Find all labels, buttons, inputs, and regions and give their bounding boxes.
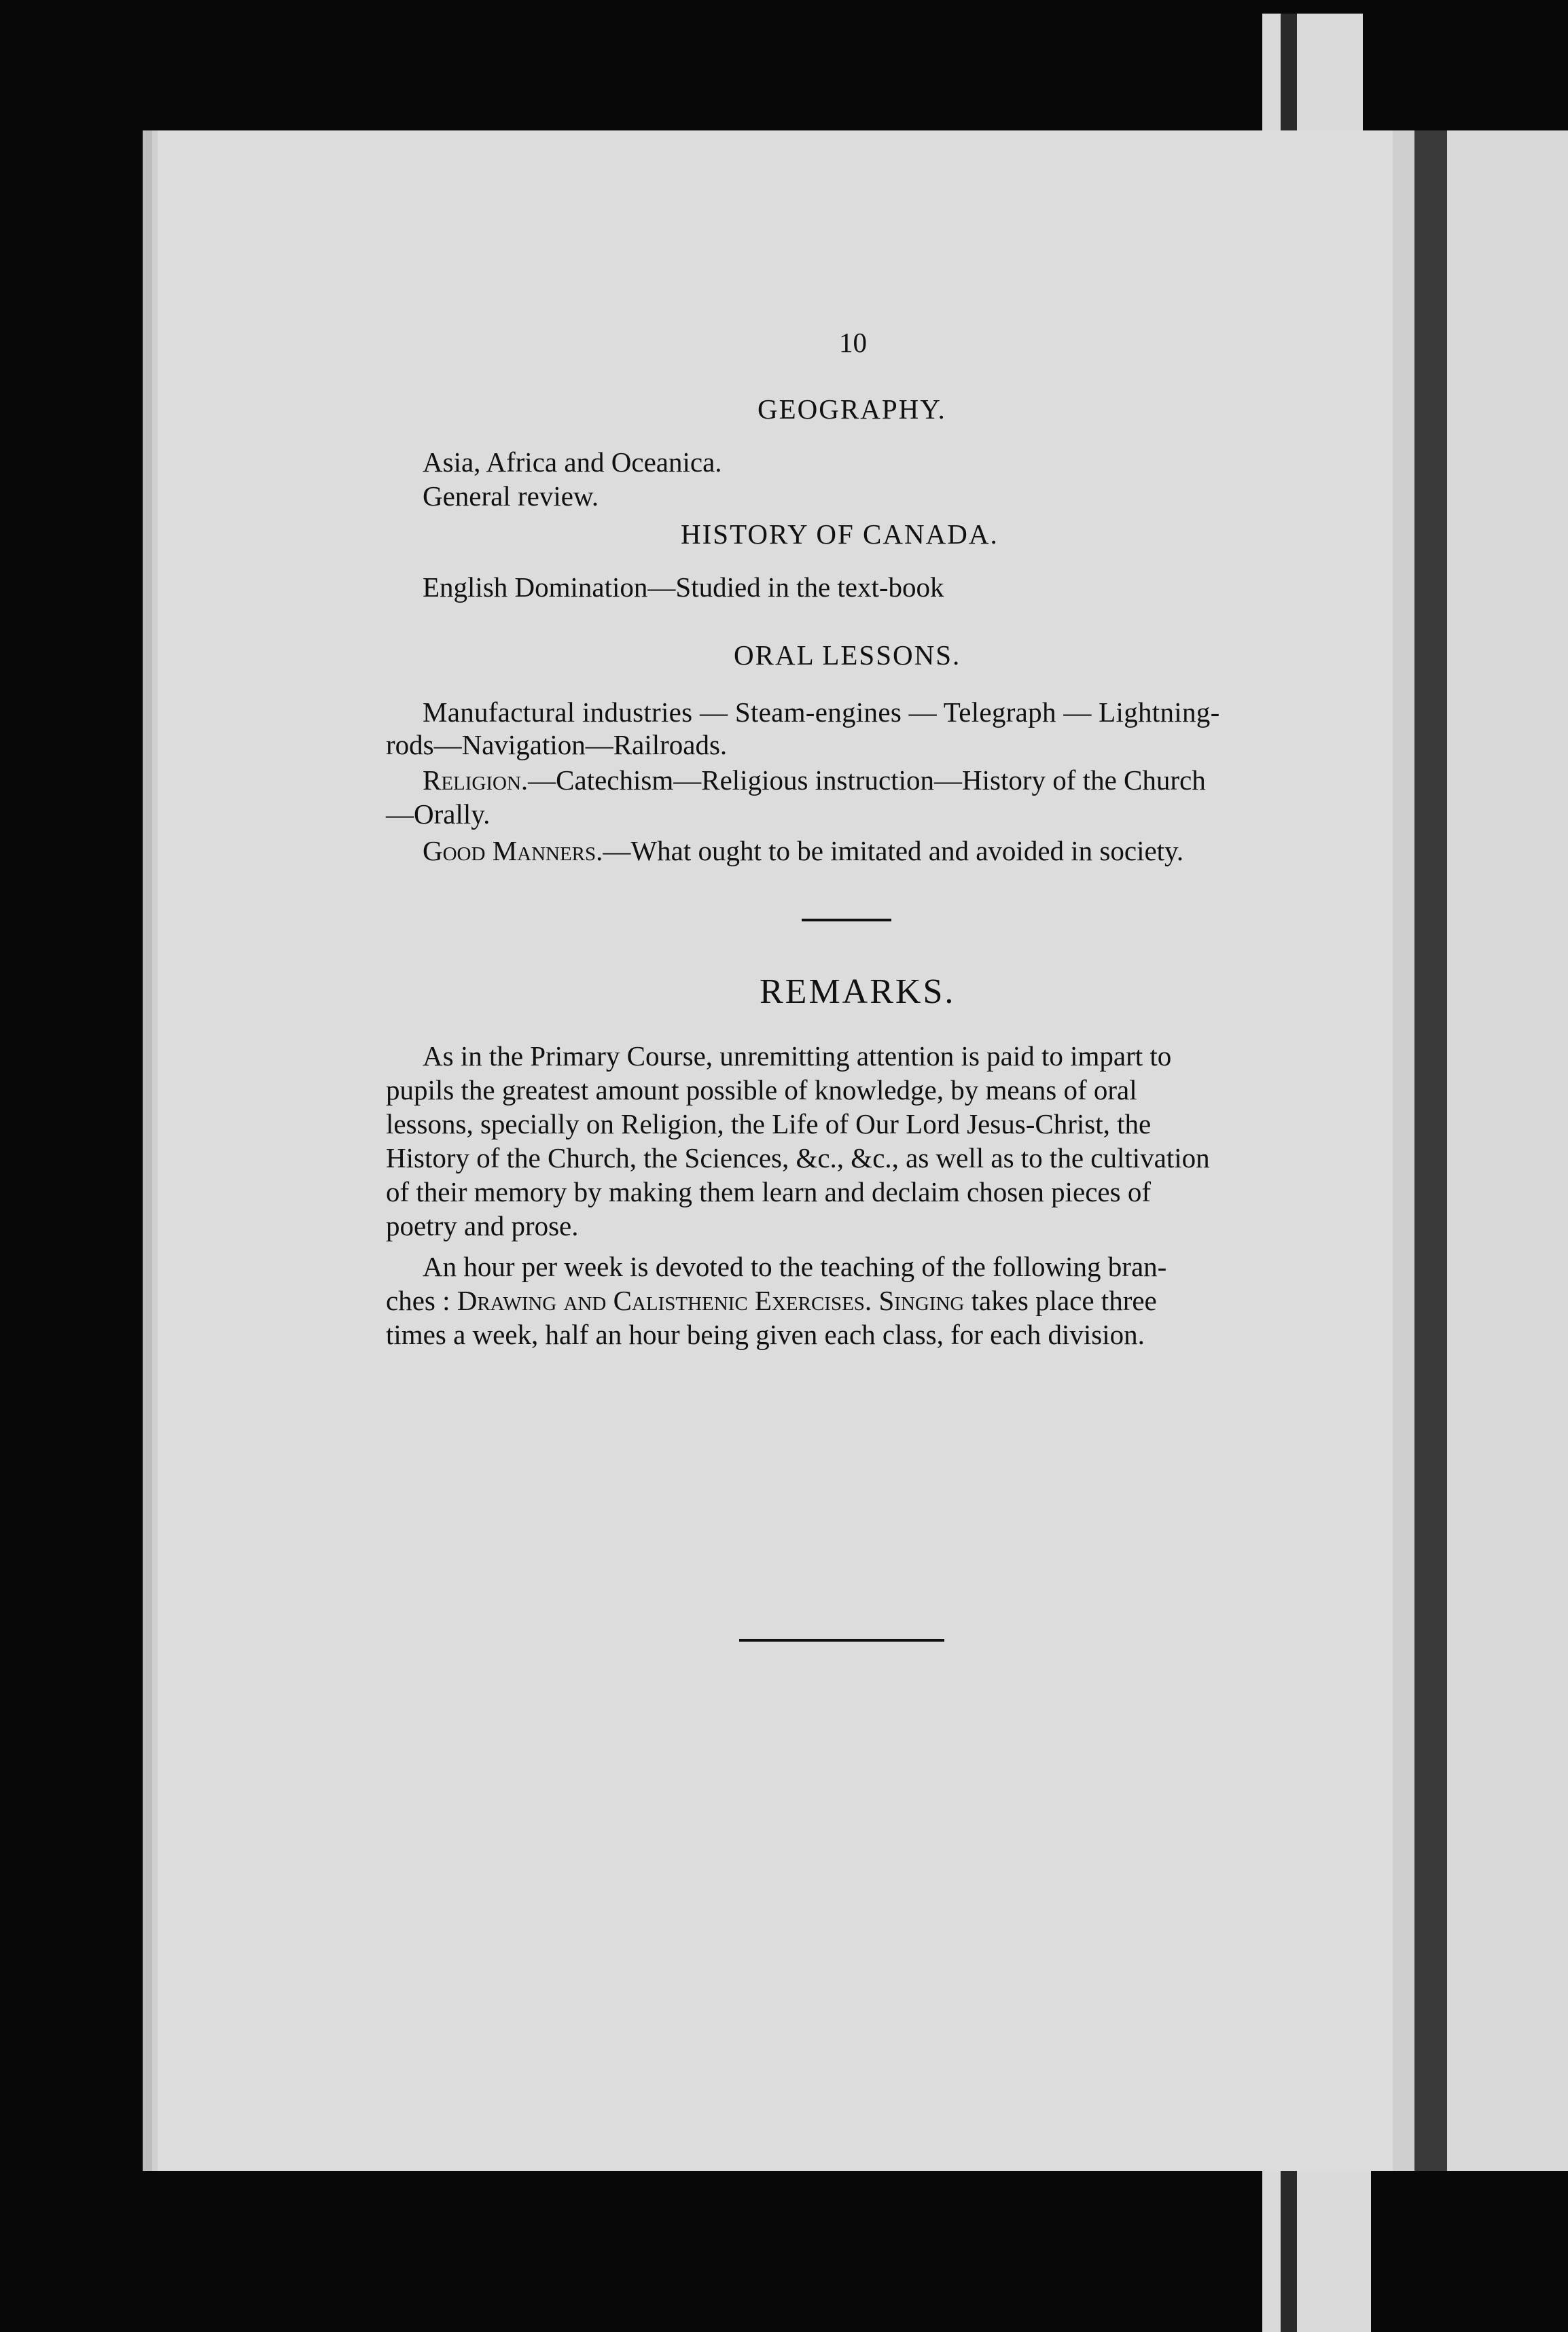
remarks-p2-line-3: times a week, half an hour being given each class, for each division. [386,1319,1145,1350]
book-clip-bottom [1262,2171,1371,2332]
remarks-line-2: pupils the greatest amount possible of knowledge, by means of oral [386,1074,1137,1106]
book-clip-top-slot [1281,14,1297,130]
remarks-p2-suffix: takes place three [971,1285,1157,1316]
history-heading: HISTORY OF CANADA. [681,518,999,550]
facing-page [1444,130,1568,2171]
remarks-p2-prefix: ches : [386,1285,450,1316]
page-edge [1393,130,1414,2171]
geography-line-1: Asia, Africa and Oceanica. [423,446,722,478]
manners-line [423,834,1183,867]
geography-line-2: General review. [423,480,599,512]
remarks-line-4: History of the Church, the Sciences, &c., &c., as well as to the cultivation [386,1142,1210,1173]
book-clip-top [1262,14,1363,130]
geography-heading: GEOGRAPHY. [758,393,946,425]
remarks-line-1: As in the Primary Course, unremitting attention is paid to impart to [423,1040,1172,1072]
remarks-line-5: of their memory by making them learn and declaim chosen pieces of [386,1176,1151,1207]
oral-lessons-heading: ORAL LESSONS. [734,639,961,671]
manners-label: Good Manners. [423,835,603,866]
religion-text: —Catechism—Religious instruction—History of the Church [528,764,1206,796]
remarks-p2-subjects: Drawing and Calisthenic Exercises. [457,1285,872,1316]
remarks-p2-line-2 [386,1284,1157,1317]
manufactural-line-2: rods—Navigation—Railroads. [386,729,728,760]
remarks-p2-singing: Singing [878,1285,965,1316]
remarks-line-6: poetry and prose. [386,1210,579,1241]
religion-line-2: —Orally. [386,798,491,830]
religion-line-1 [423,764,1206,796]
remarks-p2-line-1: An hour per week is devoted to the teaching of the following bran- [423,1251,1167,1282]
religion-label: Religion. [423,764,529,796]
book-clip-bottom-slot [1281,2171,1297,2332]
history-line: English Domination—Studied in the text-book [423,571,944,603]
page-number: 10 [839,327,867,358]
closing-divider [739,1639,944,1642]
remarks-line-3: lessons, specially on Religion, the Life of Our Lord Jesus-Christ, the [386,1108,1152,1140]
remarks-title: REMARKS. [760,972,956,1011]
book-spine [1414,130,1447,2171]
manners-text: —What ought to be imitated and avoided in society. [603,835,1184,866]
manufactural-line-1: Manufactural industries — Steam-engines — Telegraph — Lightning- [423,696,1220,728]
section-divider [802,919,891,921]
